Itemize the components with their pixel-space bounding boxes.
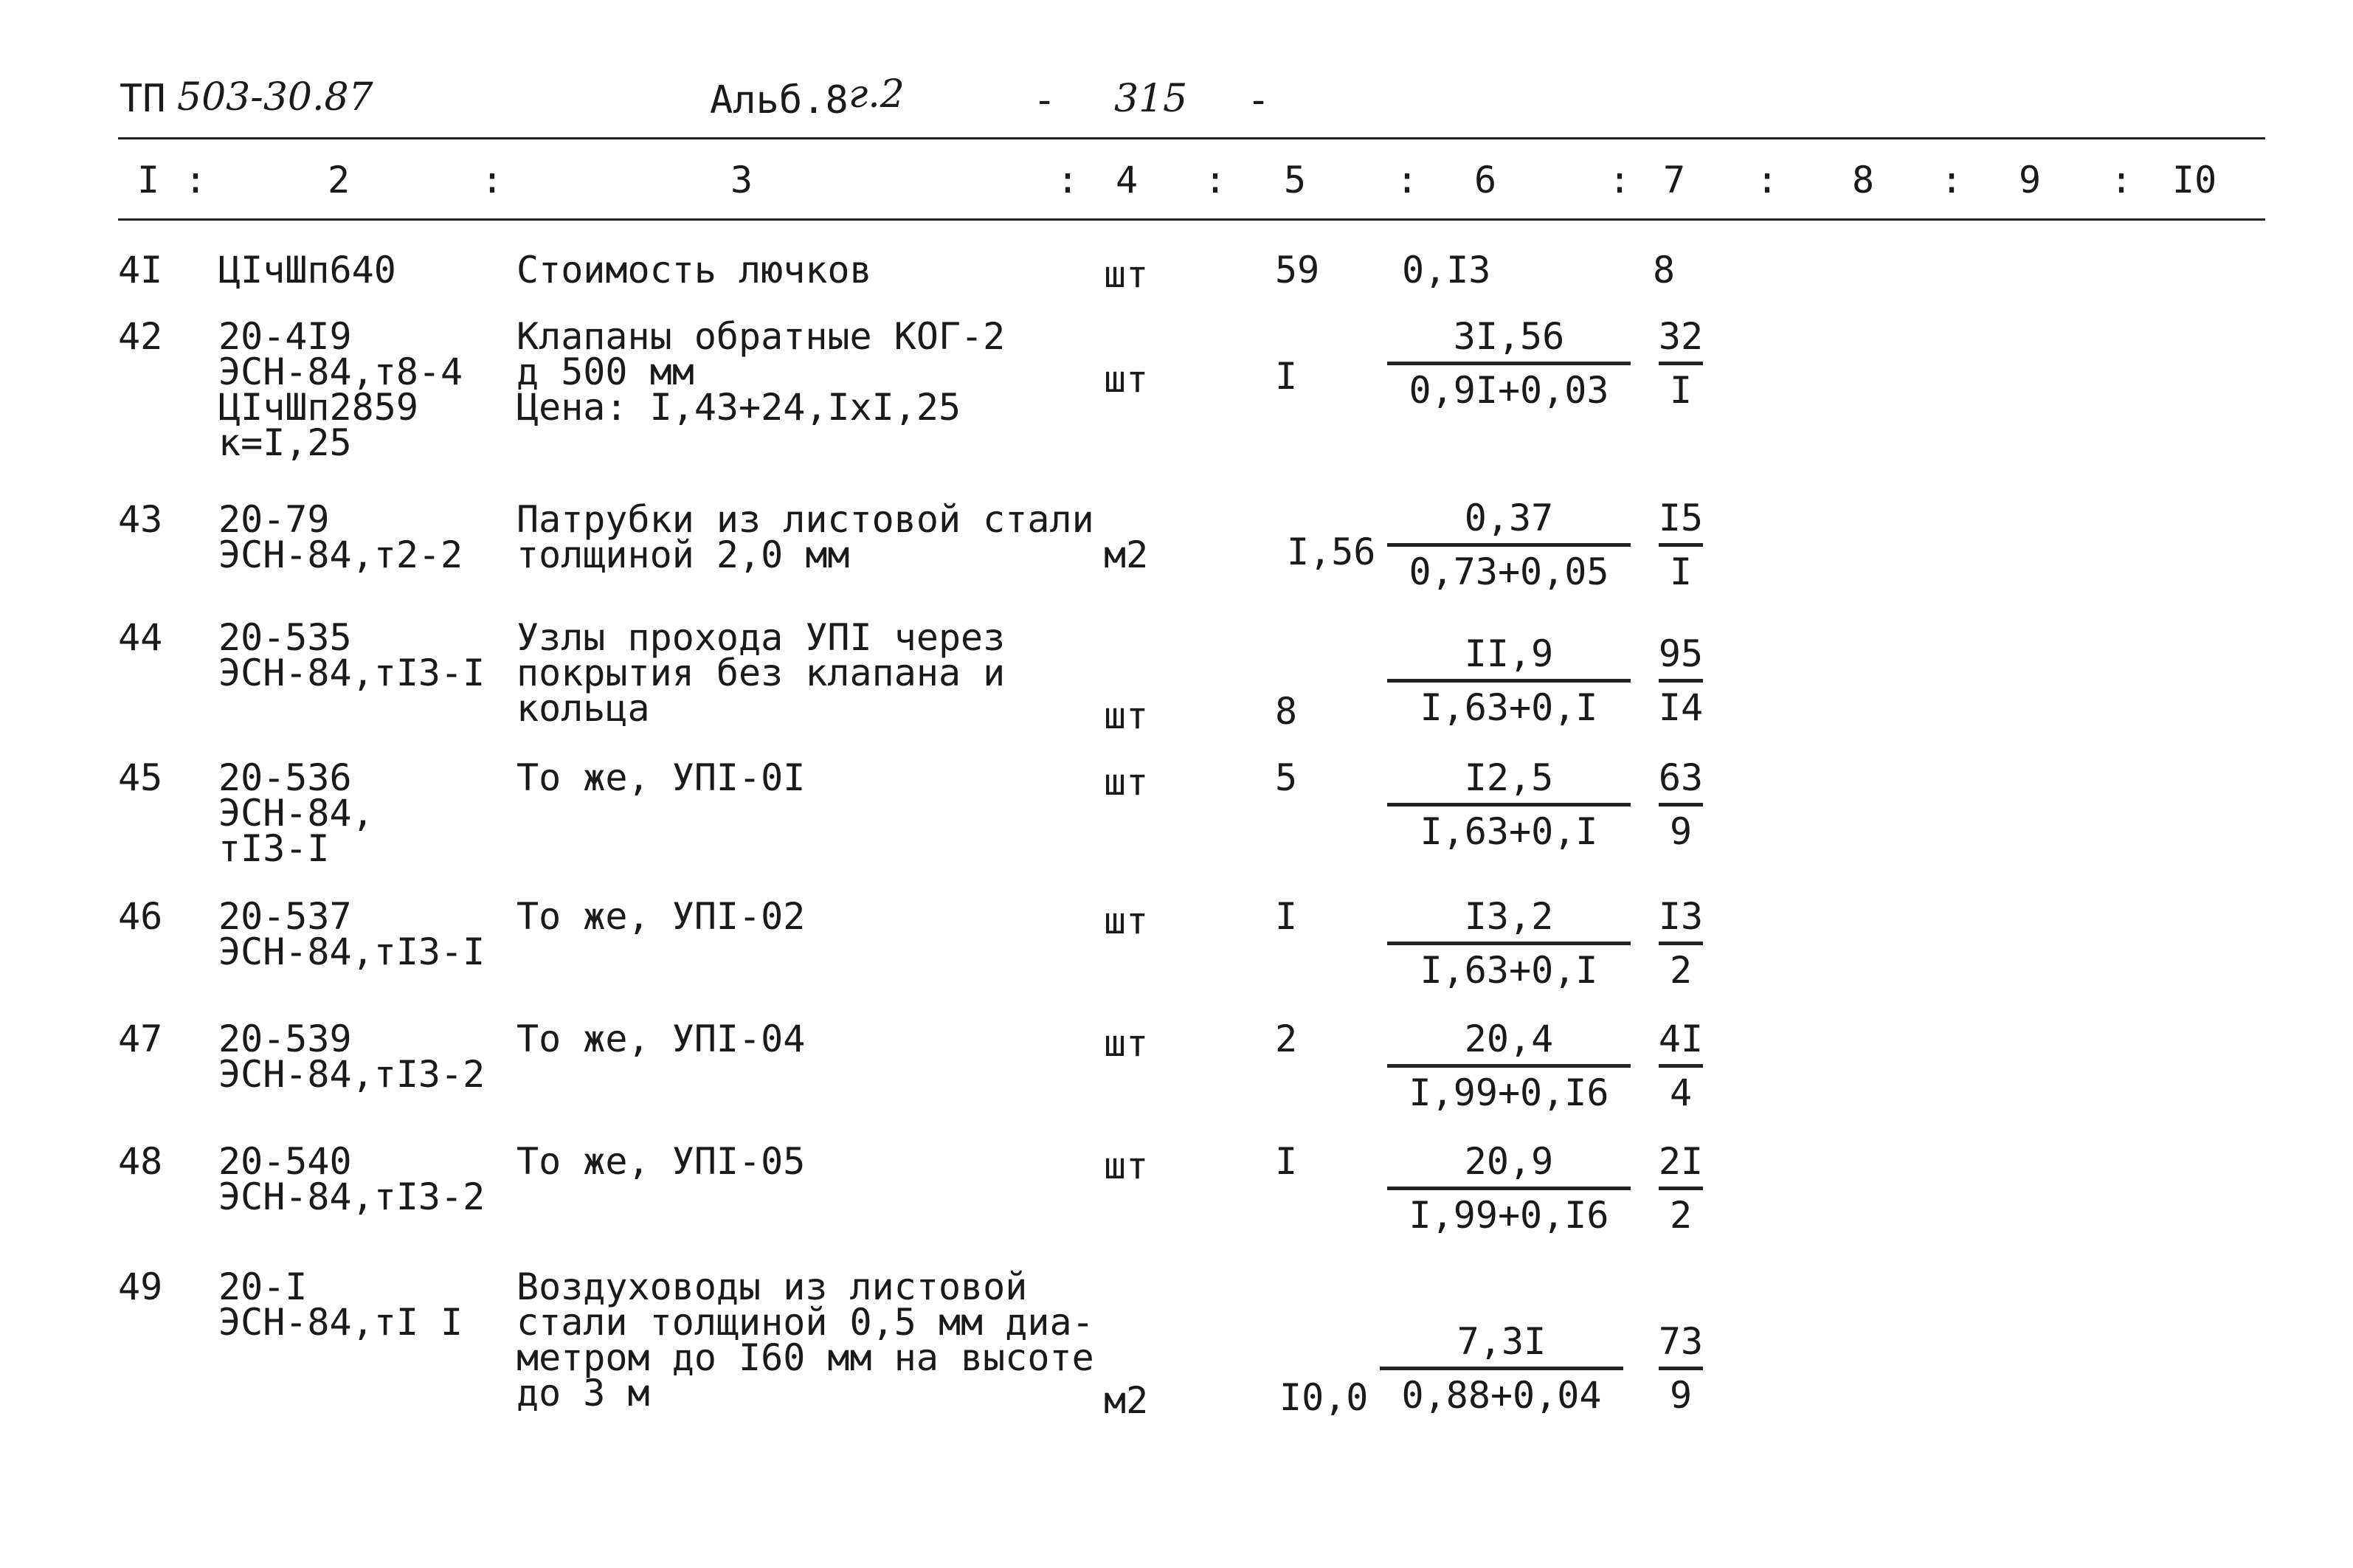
row-unit: шт: [1104, 899, 1149, 942]
column-header: 7: [1663, 159, 1686, 201]
row-description: Патрубки из листовой стали толщиной 2,0 мм: [516, 498, 1094, 576]
row-description: Узлы прохода УПI через покрытия без клапана и кольца: [516, 616, 1006, 730]
fraction-bar: [1659, 942, 1703, 945]
row-unit: шт: [1104, 358, 1149, 401]
column-header: 6: [1474, 159, 1497, 201]
total-denominator: 4: [1669, 1071, 1693, 1114]
total-denominator: 9: [1669, 1374, 1693, 1417]
column-separator: :: [2110, 159, 2133, 201]
total-numerator: 73: [1658, 1320, 1704, 1363]
row-unit: м2: [1104, 1379, 1149, 1422]
row-unit: шт: [1104, 253, 1149, 296]
row-number: 46: [118, 895, 163, 938]
row-code: 20-540 ЭСН-84,тI3-2: [218, 1140, 486, 1218]
row-quantity: 8: [1275, 690, 1298, 733]
fraction-bar: [1387, 942, 1631, 945]
row-description: То же, УПI-02: [516, 895, 806, 938]
total-denominator: I4: [1658, 686, 1704, 729]
row-code: 20-535 ЭСН-84,тI3-I: [218, 616, 486, 694]
fraction-bar: [1659, 1064, 1703, 1068]
row-total-fraction: [1651, 316, 1710, 411]
row-total: 8: [1653, 249, 1676, 291]
row-quantity: I: [1275, 895, 1298, 938]
column-header: 4: [1116, 159, 1139, 201]
row-quantity: 5: [1275, 756, 1298, 799]
row-number: 49: [118, 1265, 163, 1308]
price-numerator: 20,4: [1464, 1018, 1554, 1060]
price-numerator: 0,37: [1464, 497, 1554, 539]
fraction-bar: [1387, 679, 1631, 683]
price-numerator: I2,5: [1464, 756, 1554, 799]
total-numerator: I3: [1658, 895, 1704, 938]
row-unit: м2: [1104, 533, 1149, 576]
row-unit: шт: [1104, 1022, 1149, 1065]
column-header: I: [137, 159, 160, 201]
total-numerator: 95: [1658, 632, 1704, 675]
row-unit: шт: [1104, 761, 1149, 804]
fraction-bar: [1387, 1187, 1631, 1190]
album-suffix: г.2: [849, 72, 905, 117]
total-denominator: I: [1669, 369, 1693, 412]
fraction-bar: [1387, 1064, 1631, 1068]
price-numerator: I3,2: [1464, 895, 1554, 938]
price-numerator: II,9: [1464, 632, 1554, 675]
row-quantity: I: [1275, 1140, 1298, 1183]
row-quantity: 2: [1275, 1018, 1298, 1060]
row-price-fraction: [1387, 497, 1631, 593]
fraction-bar: [1380, 1367, 1623, 1370]
row-price-fraction: [1387, 316, 1631, 411]
row-number: 42: [118, 315, 163, 358]
column-separator: :: [1756, 159, 1779, 201]
row-code: 20-537 ЭСН-84,тI3-I: [218, 895, 486, 973]
price-denominator: I,99+0,I6: [1409, 1194, 1609, 1237]
doc-number: 503-30.87: [177, 75, 373, 120]
row-price-fraction: [1387, 896, 1631, 991]
row-code: 20-79 ЭСН-84,т2-2: [218, 498, 463, 576]
row-description: То же, УПI-05: [516, 1140, 806, 1183]
total-denominator: 2: [1669, 1194, 1693, 1237]
row-description: Воздуховоды из листовой стали толщиной 0,5 мм диа- метром до I60 мм на высоте до 3 м: [516, 1265, 1094, 1415]
price-denominator: 0,88+0,04: [1401, 1374, 1602, 1417]
column-separator: :: [1204, 159, 1227, 201]
price-denominator: I,63+0,I: [1420, 686, 1598, 729]
doc-prefix: ТП: [120, 77, 166, 121]
row-code: 20-539 ЭСН-84,тI3-2: [218, 1018, 486, 1096]
column-header: 9: [2019, 159, 2042, 201]
row-description: То же, УПI-04: [516, 1018, 806, 1060]
fraction-bar: [1659, 1367, 1703, 1370]
price-numerator: 3I,56: [1453, 315, 1565, 358]
fraction-bar: [1659, 1187, 1703, 1190]
total-denominator: 2: [1669, 949, 1693, 992]
row-total-fraction: [1651, 1018, 1710, 1113]
row-price-fraction: [1387, 1018, 1631, 1113]
row-total-fraction: [1651, 757, 1710, 852]
row-code: ЦIчШп640: [218, 249, 396, 291]
header-dash-left: -: [1033, 78, 1057, 122]
total-numerator: 2I: [1658, 1140, 1704, 1183]
row-description: То же, УПI-0I: [516, 756, 806, 799]
fraction-bar: [1659, 679, 1703, 683]
row-description: Стоимость лючков: [516, 249, 872, 291]
total-denominator: I: [1669, 550, 1693, 593]
row-description: Клапаны обратные КОГ-2 д 500 мм Цена: I,43+24,IхI,25: [516, 315, 1006, 429]
fraction-bar: [1659, 803, 1703, 807]
price-numerator: 20,9: [1464, 1140, 1554, 1183]
column-separator: :: [1609, 159, 1631, 201]
column-separator: :: [1396, 159, 1419, 201]
row-price-fraction: [1387, 757, 1631, 852]
row-number: 47: [118, 1018, 163, 1060]
price-denominator: I,99+0,I6: [1409, 1071, 1609, 1114]
total-numerator: 4I: [1658, 1018, 1704, 1060]
column-separator: :: [481, 159, 504, 201]
row-code: 20-I ЭСН-84,тI I: [218, 1265, 463, 1344]
row-total-fraction: [1651, 896, 1710, 991]
row-number: 48: [118, 1140, 163, 1183]
row-quantity: I,56: [1287, 531, 1376, 573]
column-separator: :: [184, 159, 207, 201]
price-denominator: 0,9I+0,03: [1409, 369, 1609, 412]
column-header: 5: [1284, 159, 1307, 201]
price-denominator: I,63+0,I: [1420, 810, 1598, 853]
column-header: 3: [730, 159, 753, 201]
page-number: 315: [1114, 77, 1188, 121]
fraction-bar: [1387, 362, 1631, 365]
row-price: 0,I3: [1402, 249, 1491, 291]
row-number: 4I: [118, 249, 163, 291]
price-denominator: 0,73+0,05: [1409, 550, 1609, 593]
row-quantity: I: [1275, 355, 1298, 398]
total-denominator: 9: [1669, 810, 1693, 853]
fraction-bar: [1387, 543, 1631, 547]
row-total-fraction: [1651, 1141, 1710, 1236]
price-denominator: I,63+0,I: [1420, 949, 1598, 992]
column-separator: :: [1941, 159, 1963, 201]
row-price-fraction: [1387, 633, 1631, 728]
row-number: 43: [118, 498, 163, 541]
row-code: 20-536 ЭСН-84, тI3-I: [218, 756, 374, 870]
column-header: I0: [2172, 159, 2217, 201]
total-numerator: 63: [1658, 756, 1704, 799]
row-code: 20-4I9 ЭСН-84,т8-4 ЦIчШп2859 к=I,25: [218, 315, 463, 464]
row-price-fraction: [1380, 1321, 1623, 1416]
column-header: 8: [1852, 159, 1875, 201]
price-numerator: 7,3I: [1457, 1320, 1547, 1363]
row-total-fraction: [1651, 633, 1710, 728]
column-separator: :: [1057, 159, 1079, 201]
row-total-fraction: [1651, 497, 1710, 593]
header-dash-right: -: [1247, 78, 1271, 122]
top-rule: [118, 137, 2265, 139]
total-numerator: 32: [1658, 315, 1704, 358]
column-header: 2: [328, 159, 350, 201]
row-total-fraction: [1651, 1321, 1710, 1416]
fraction-bar: [1659, 543, 1703, 547]
header-rule: [118, 218, 2265, 221]
row-number: 44: [118, 616, 163, 659]
row-unit: шт: [1104, 694, 1149, 737]
fraction-bar: [1659, 362, 1703, 365]
total-numerator: I5: [1658, 497, 1704, 539]
fraction-bar: [1387, 803, 1631, 807]
row-unit: шт: [1104, 1144, 1149, 1187]
row-quantity: 59: [1275, 249, 1320, 291]
album-prefix: Альб.8: [710, 78, 849, 122]
row-quantity: I0,0: [1279, 1376, 1369, 1419]
row-price-fraction: [1387, 1141, 1631, 1236]
row-number: 45: [118, 756, 163, 799]
